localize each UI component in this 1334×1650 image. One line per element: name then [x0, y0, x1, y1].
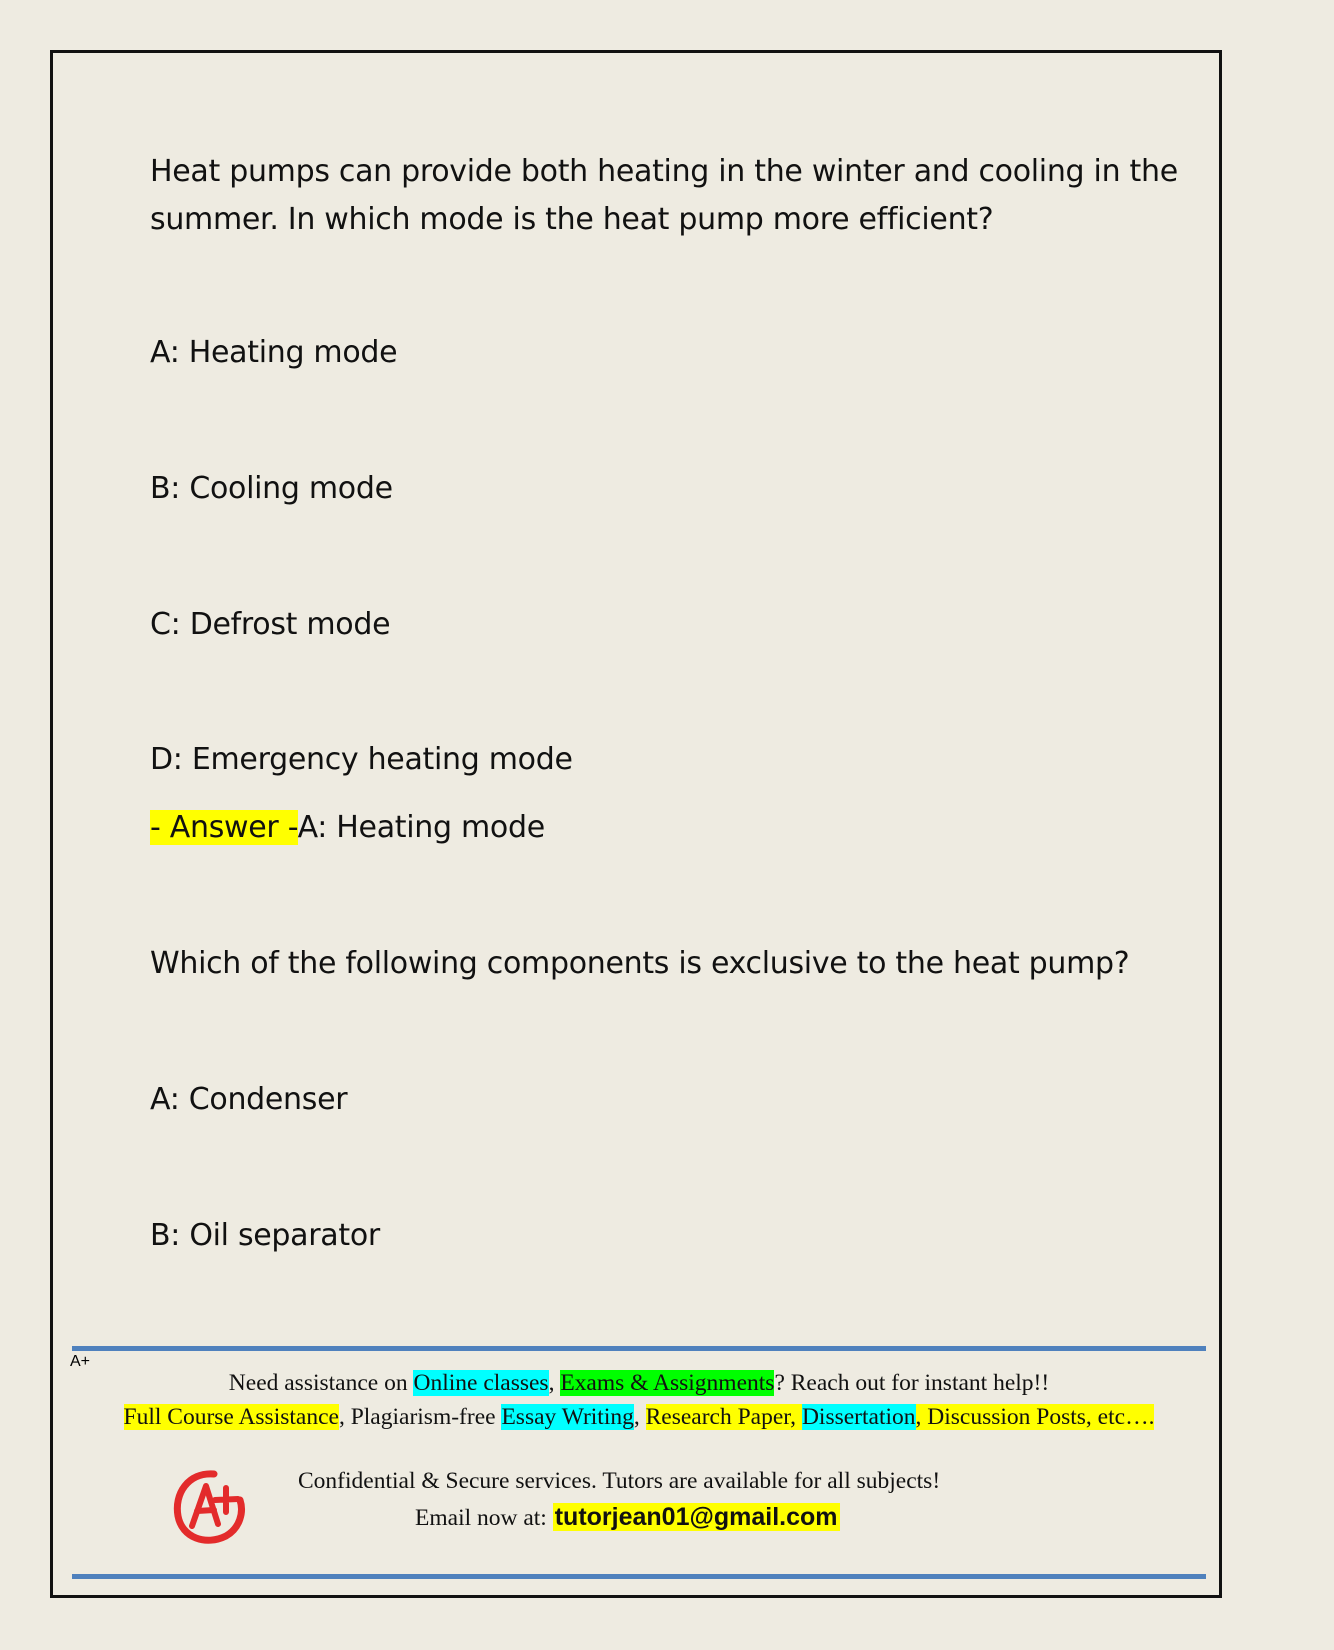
question-1-line-1: Heat pumps can provide both heating in the winter and cooling in the [150, 154, 1178, 189]
dissertation-highlight: Dissertation [801, 1404, 916, 1430]
footer-line-3: Confidential & Secure services. Tutors are available for all subjects! [298, 1468, 941, 1494]
email-label: Email now at: [415, 1505, 553, 1531]
footer-text: , [548, 1370, 561, 1396]
footer-text: , [633, 1404, 646, 1430]
footer-line-1 [72, 1368, 1206, 1398]
footer-line-2 [72, 1402, 1206, 1432]
footer-bottom-rule [72, 1574, 1206, 1579]
essay-writing-highlight: Essay Writing [501, 1404, 634, 1430]
exams-assignments-highlight: Exams & Assignments [560, 1370, 775, 1396]
question-1-option-a: A: Heating mode [150, 335, 398, 370]
answer-text: A: Heating mode [297, 810, 545, 845]
full-course-highlight: Full Course Assistance [123, 1404, 339, 1430]
question-1-option-b: B: Cooling mode [150, 471, 393, 506]
question-1-option-c: C: Defrost mode [150, 607, 391, 642]
logo-text: A+ [70, 1353, 91, 1370]
email-address[interactable]: tutorjean01@gmail.com [554, 1503, 838, 1531]
footer-text: ? Reach out for instant help!! [774, 1370, 1050, 1396]
discussion-posts-highlight: , Discussion Posts, etc…. [915, 1404, 1155, 1430]
research-paper-highlight: Research Paper, [645, 1404, 802, 1430]
question-1-answer [150, 804, 545, 852]
question-2-option-b: B: Oil separator [150, 1218, 380, 1253]
footer-text: , Plagiarism-free [338, 1404, 502, 1430]
online-classes-highlight: Online classes [413, 1370, 549, 1396]
question-2-text: Which of the following components is exclusive to the heat pump? [150, 946, 1130, 981]
footer-text: Need assistance on [228, 1370, 414, 1396]
question-1-line-2: summer. In which mode is the heat pump more efficient? [150, 202, 994, 237]
footer-email-line [415, 1502, 1115, 1533]
question-1-option-d: D: Emergency heating mode [150, 742, 573, 777]
answer-label: - Answer - [150, 810, 298, 845]
question-2-option-a: A: Condenser [150, 1082, 348, 1117]
footer-top-rule [72, 1346, 1206, 1351]
